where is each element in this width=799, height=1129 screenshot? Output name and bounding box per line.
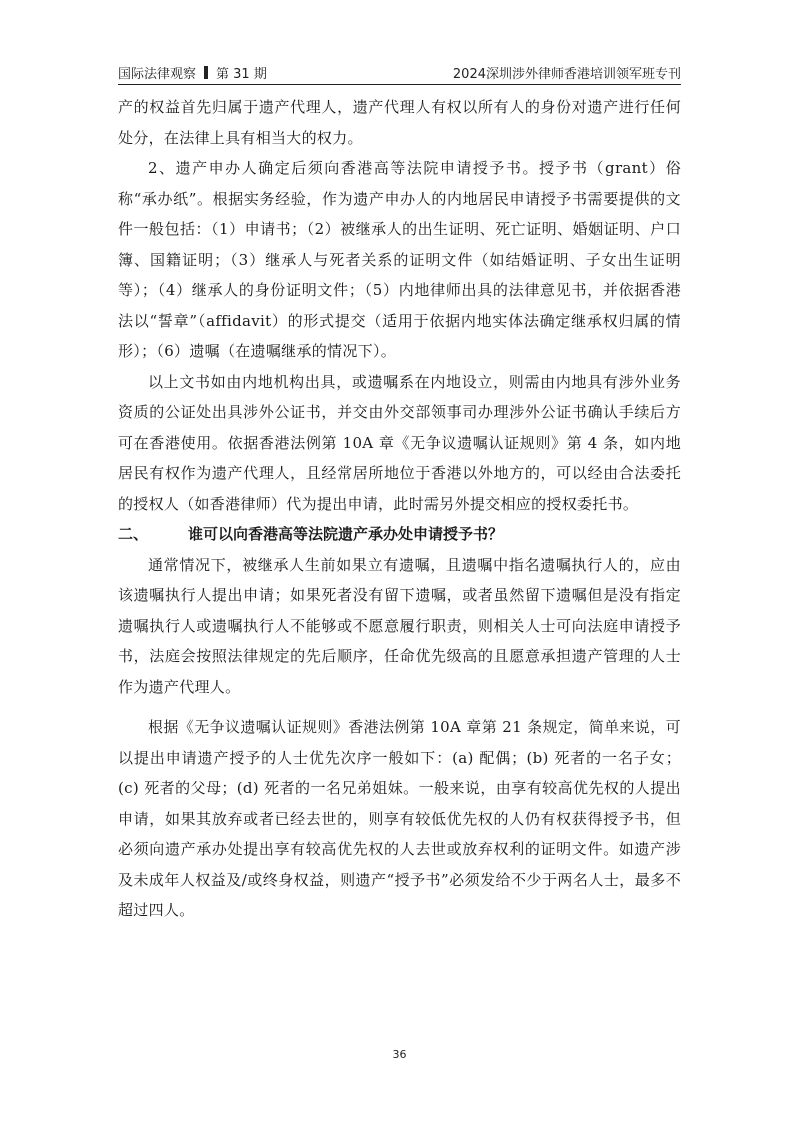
paragraph-notarization: 以上文书如由内地机构出具，或遗嘱系在内地设立，则需由内地具有涉外业务资质的公证处出具涉外公证书，并交由外交部领事司办理涉外公证书确认手续后方可在香港使用。依据香港法例第 10A 章《无争议遗嘱认证规则》第 4 条，如内地居民有权作为遗产代理人，且经常居所地位于香港以外地方的，可以经由合法委托的授权人（如香港律师）代为提出申请，此时需另外提交相应的授权委托书。 <box>118 372 681 513</box>
paragraph-continued: 产的权益首先归属于遗产代理人，遗产代理人有权以所有人的身份对遗产进行任何处分，在法律上具有相当大的权力。 <box>118 98 681 147</box>
header-divider-bar <box>204 66 208 79</box>
paragraph-spacer <box>118 702 681 712</box>
section-heading <box>118 519 681 550</box>
page-number: 36 <box>392 1048 407 1061</box>
paragraph-who-can-apply: 通常情况下，被继承人生前如果立有遗嘱，且遗嘱中指名遗嘱执行人的，应由该遗嘱执行人提出申请；如果死者没有留下遗嘱，或者虽然留下遗嘱但是没有指定遗嘱执行人或遗嘱执行人不能够或不愿意履行职责，则相关人士可向法庭申请授予书，法庭会按照法律规定的先后顺序，任命优先级高的且愿意承担遗产管理的人士作为遗产代理人。 <box>118 555 681 696</box>
paragraph-priority-order: 根据《无争议遗嘱认证规则》香港法例第 10A 章第 21 条规定，简单来说，可以提出申请遗产授予的人士优先次序一般如下：(a) 配偶；(b) 死者的一名子女；(c) 死者的父母；(d) 死者的一名兄弟姐妹。一般来说，由享有较高优先权的人提出申请，如果其放弃或者已经去世的，则享有较低优先权的人仍有权获得授予书，但必须向遗产承办处提出享有较高优先权的人去世或放弃权利的证明文件。如遗产涉及未成年人权益及/或终身权益，则遗产“授予书”必须发给不少于两名人士，最多不超过四人。 <box>118 718 681 919</box>
header-rule <box>118 84 681 85</box>
article-body <box>118 92 681 926</box>
header-journal-info <box>118 63 267 82</box>
section-title: 谁可以向香港高等法院遗产承办处申请授予书？ <box>188 525 504 543</box>
paragraph-grant-application: 2、遗产申办人确定后须向香港高等法院申请授予书。授予书（grant）俗称“承办纸”。根据实务经验，作为遗产申办人的内地居民申请授予书需要提供的文件一般包括：（1）申请书；（2）被继承人的出生证明、死亡证明、婚姻证明、户口簿、国籍证明；（3）继承人与死者关系的证明文件（如结婚证明、子女出生证明等）；（4）继承人的身份证明文件；（5）内地律师出具的法律意见书，并依据香港法以“誓章”（affidavit）的形式提交（适用于依据内地实体法确定继承权归属的情形）；（6）遗嘱（在遗嘱继承的情况下）。 <box>118 159 681 360</box>
journal-title: 国际法律观察 <box>118 67 197 82</box>
section-number: 二、 <box>118 525 149 543</box>
special-issue-title: 2024深圳涉外律师香港培训领军班专刊 <box>452 67 681 82</box>
issue-number: 第 31 期 <box>216 67 267 82</box>
running-header <box>118 58 681 82</box>
